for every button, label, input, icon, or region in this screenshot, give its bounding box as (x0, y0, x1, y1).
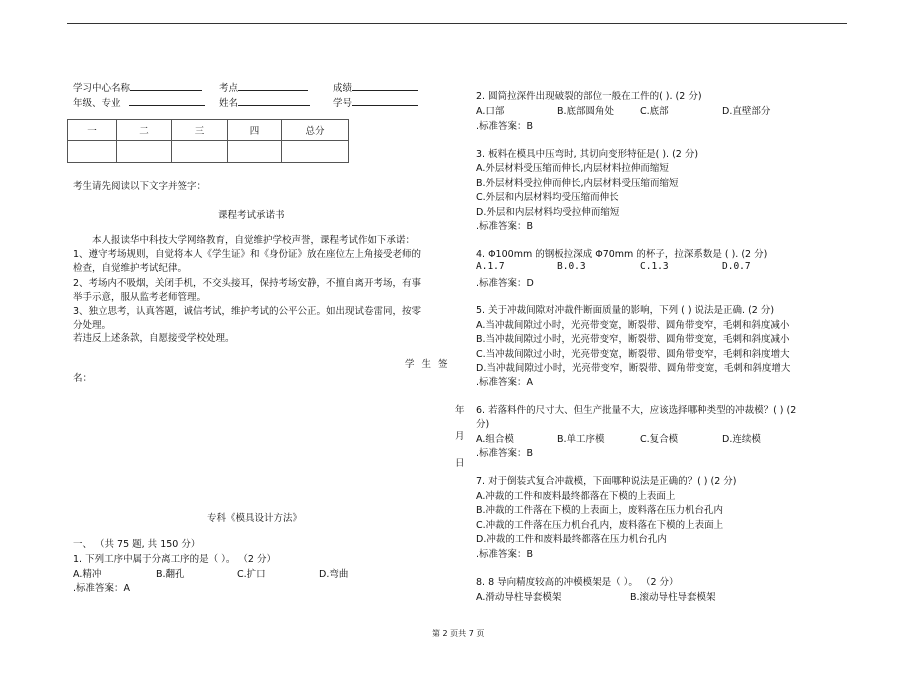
score-header-total: 总分 (282, 120, 349, 141)
score-cell-2[interactable] (117, 141, 172, 163)
question-4-option-b[interactable]: B.0.3 (557, 261, 586, 272)
pledge-intro: 考生请先阅读以下文字并签字： (73, 181, 207, 192)
page-number: 第 2 页共 7 页 (432, 629, 485, 638)
question-6-answer: .标准答案：B (476, 448, 534, 459)
question-7-option-d[interactable]: D.冲裁的工件和废料最终都落在压力机台孔内 (476, 534, 667, 545)
question-3-stem: 3. 板料在模具中压弯时, 其切向变形特征是( ). (2 分) (476, 149, 699, 160)
pledge-line-2b: 检查，自觉维护考试纪律。 (73, 263, 188, 274)
question-1-option-d[interactable]: D.弯曲 (319, 569, 349, 580)
question-3-answer: .标准答案：B (476, 221, 534, 232)
question-2-stem: 2. 圆筒拉深件出现破裂的部位一般在工件的( ). (2 分) (476, 91, 702, 102)
exam-site-label: 考点 (219, 83, 239, 94)
question-5-stem: 5. 关于冲裁间隙对冲裁件断面质量的影响，下列 ( ) 说法是正确. (2 分) (476, 305, 775, 316)
name-label: 姓名 (219, 98, 239, 109)
question-1-option-c[interactable]: C.扩口 (237, 569, 266, 580)
score-label: 成绩 (333, 83, 353, 94)
question-3-option-c[interactable]: C.外层和内层材料均受压缩而伸长 (476, 192, 619, 203)
pledge-line-2a: 1、遵守考场规则，自觉将本人《学生证》和《身份证》放在座位左上角接受老师的 (73, 249, 422, 260)
question-4-option-d[interactable]: D.0.7 (722, 261, 751, 272)
question-4-option-c[interactable]: C.1.3 (640, 261, 669, 272)
question-7-answer: .标准答案：B (476, 549, 534, 560)
pledge-line-4a: 3、独立思考，认真答题，诚信考试，维护考试的公平公正。如出现试卷雷同，按零 (73, 306, 422, 317)
date-year: 年 (455, 405, 465, 416)
signature-label: 学 生 签 (405, 359, 450, 370)
study-center-field[interactable] (73, 80, 202, 94)
question-7-option-b[interactable]: B.冲裁的工件落在下模的上表面上，废料落在压力机台孔内 (476, 505, 724, 516)
name-field[interactable] (219, 95, 310, 109)
score-header-2: 二 (117, 120, 172, 141)
student-no-label: 学号 (333, 98, 353, 109)
score-field[interactable] (333, 80, 418, 94)
pledge-title: 课程考试承诺书 (218, 210, 285, 221)
question-5-option-d[interactable]: D.当冲裁间隙过小时，光亮带变窄，断裂带、圆角带变宽，毛刺和斜度增大 (476, 363, 791, 374)
question-8-option-b[interactable]: B.滚动导柱导套模架 (630, 592, 716, 603)
top-rule (67, 23, 847, 24)
question-2-option-a[interactable]: A.口部 (476, 106, 505, 117)
score-header-1: 一 (68, 120, 117, 141)
score-cell-4[interactable] (228, 141, 282, 163)
signature-label-2: 名： (73, 373, 93, 384)
score-cell-total[interactable] (282, 141, 349, 163)
student-no-field[interactable] (333, 95, 418, 109)
question-3-option-b[interactable]: B.外层材料受拉伸而伸长,内层材料受压缩而缩短 (476, 178, 679, 189)
question-7-option-c[interactable]: C.冲裁的工件落在压力机台孔内，废料落在下模的上表面上 (476, 520, 724, 531)
question-3-option-a[interactable]: A.外层材料受压缩而伸长,内层材料拉伸而缩短 (476, 163, 669, 174)
pledge-line-5: 若违反上述条款，自愿接受学校处理。 (73, 333, 235, 344)
date-month: 月 (455, 431, 465, 442)
question-6-option-c[interactable]: C.复合模 (640, 434, 679, 445)
question-8-stem: 8. 8 导向精度较高的冲模模架是（ ）。 （2 分） (476, 577, 679, 588)
question-5-answer: .标准答案：A (476, 377, 534, 388)
pledge-line-1: 本人报读华中科技大学网络教育，自觉维护学校声誉，课程考试作如下承诺： (92, 235, 416, 246)
question-1-answer: .标准答案：A (73, 583, 131, 594)
question-5-option-c[interactable]: C.当冲裁间隙过小时，光亮带变宽，断裂带、圆角带变窄，毛刺和斜度增大 (476, 349, 790, 360)
question-7-option-a[interactable]: A.冲裁的工件和废料最终都落在下模的上表面上 (476, 491, 676, 502)
question-4-answer: .标准答案：D (476, 278, 534, 289)
question-6-option-d[interactable]: D.连续模 (722, 434, 761, 445)
score-header-3: 三 (172, 120, 228, 141)
question-6-stem: 6. 若落料件的尺寸大、但生产批量不大，应该选择哪种类型的冲裁模？( ) (2 (476, 405, 797, 416)
score-table (67, 119, 349, 163)
score-cell-3[interactable] (172, 141, 228, 163)
question-2-answer: .标准答案：B (476, 121, 534, 132)
question-7-stem: 7. 对于倒装式复合冲裁模，下面哪种说法是正确的？( ) (2 分) (476, 476, 737, 487)
question-6-option-b[interactable]: B.单工序模 (557, 434, 605, 445)
question-3-option-d[interactable]: D.外层和内层材料均受拉伸而缩短 (476, 207, 620, 218)
question-1-option-b[interactable]: B.翻孔 (156, 569, 185, 580)
pledge-line-3b: 举手示意，服从监考老师管理。 (73, 292, 207, 303)
question-4-option-a[interactable]: A.1.7 (476, 261, 505, 272)
exam-section: 一、 （共 75 题, 共 150 分） (73, 539, 201, 550)
pledge-line-3a: 2、考场内不吸烟，关闭手机，不交头接耳，保持考场安静，不擅自离开考场，有事 (73, 278, 422, 289)
grade-major-field[interactable] (73, 95, 205, 109)
exam-title: 专科《模具设计方法》 (207, 513, 303, 524)
question-5-option-b[interactable]: B.当冲裁间隙过小时，光亮带变窄，断裂带、圆角带变宽，毛刺和斜度减小 (476, 334, 790, 345)
question-1-stem: 1. 下列工序中属于分离工序的是（ ）。 （2 分） (73, 554, 276, 565)
question-8-option-a[interactable]: A.滑动导柱导套模架 (476, 592, 562, 603)
question-4-stem: 4. Φ100mm 的钢板拉深成 Φ70mm 的杯子，拉深系数是 ( ). (2 分) (476, 249, 768, 260)
study-center-label: 学习中心名称 (73, 83, 131, 94)
date-day: 日 (455, 458, 465, 469)
question-6-option-a[interactable]: A.组合模 (476, 434, 514, 445)
grade-major-label: 年级、专业 (73, 98, 121, 109)
question-1-option-a[interactable]: A.精冲 (73, 569, 102, 580)
score-header-4: 四 (228, 120, 282, 141)
exam-site-field[interactable] (219, 80, 308, 94)
pledge-line-4b: 分处理。 (73, 320, 112, 331)
question-2-option-d[interactable]: D.直壁部分 (722, 106, 771, 117)
score-cell-1[interactable] (68, 141, 117, 163)
question-2-option-c[interactable]: C.底部 (640, 106, 669, 117)
question-2-option-b[interactable]: B.底部圆角处 (557, 106, 615, 117)
question-6-stem-cont: 分) (476, 419, 490, 430)
question-5-option-a[interactable]: A.当冲裁间隙过小时，光亮带变宽，断裂带、圆角带变窄，毛刺和斜度减小 (476, 320, 790, 331)
